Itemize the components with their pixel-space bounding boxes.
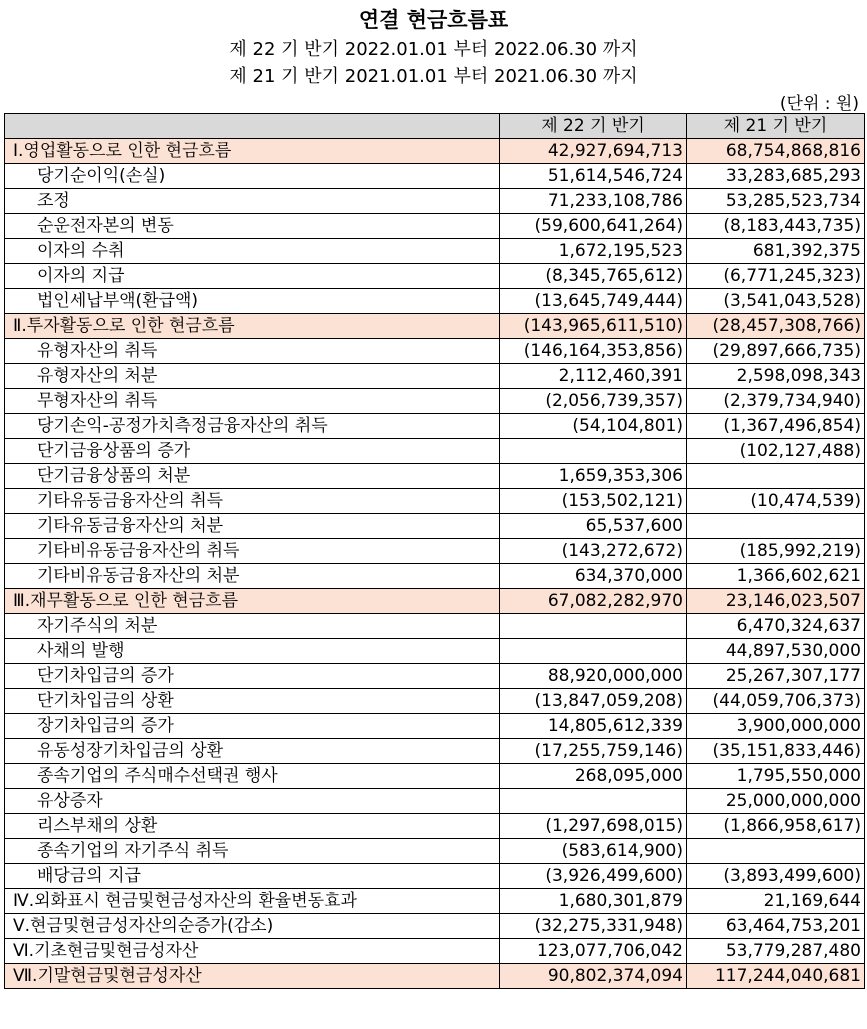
current-period-amount: (2,056,739,357) bbox=[500, 389, 687, 414]
account-name: 단기금융상품의 처분 bbox=[5, 464, 500, 489]
account-name: 종속기업의 자기주식 취득 bbox=[5, 839, 500, 864]
current-period-amount: 634,370,000 bbox=[500, 564, 687, 589]
account-name: 법인세납부액(환급액) bbox=[5, 289, 500, 314]
account-name: 배당금의 지급 bbox=[5, 864, 500, 889]
table-row bbox=[5, 289, 865, 314]
table-row bbox=[5, 764, 865, 789]
prior-period-amount: 44,897,530,000 bbox=[687, 639, 865, 664]
table-row bbox=[5, 839, 865, 864]
table-row bbox=[5, 389, 865, 414]
prior-period-amount: (185,992,219) bbox=[687, 539, 865, 564]
prior-period-amount: 23,146,023,507 bbox=[687, 589, 865, 614]
current-period-amount: (146,164,353,856) bbox=[500, 339, 687, 364]
account-name: 기타비유동금융자산의 처분 bbox=[5, 564, 500, 589]
table-row bbox=[5, 364, 865, 389]
current-period-amount: 90,802,374,094 bbox=[500, 964, 687, 989]
table-row bbox=[5, 914, 865, 939]
section-row bbox=[5, 964, 865, 989]
current-period-amount: (32,275,331,948) bbox=[500, 914, 687, 939]
table-row bbox=[5, 939, 865, 964]
account-name: 기타유동금융자산의 취득 bbox=[5, 489, 500, 514]
current-period-amount: (54,104,801) bbox=[500, 414, 687, 439]
prior-period-amount: 1,795,550,000 bbox=[687, 764, 865, 789]
account-name: 조정 bbox=[5, 189, 500, 214]
section-row bbox=[5, 589, 865, 614]
table-row bbox=[5, 214, 865, 239]
current-period-amount: (143,965,611,510) bbox=[500, 314, 687, 339]
prior-period-amount: 681,392,375 bbox=[687, 239, 865, 264]
prior-period-amount: (102,127,488) bbox=[687, 439, 865, 464]
current-period-amount bbox=[500, 789, 687, 814]
current-period-amount: (3,926,499,600) bbox=[500, 864, 687, 889]
current-period-amount: 123,077,706,042 bbox=[500, 939, 687, 964]
account-name: 종속기업의 주식매수선택권 행사 bbox=[5, 764, 500, 789]
section-row bbox=[5, 314, 865, 339]
current-period-amount: (13,847,059,208) bbox=[500, 689, 687, 714]
account-name: 장기차입금의 증가 bbox=[5, 714, 500, 739]
account-name: Ⅱ.투자활동으로 인한 현금흐름 bbox=[5, 314, 500, 339]
current-period-amount: (143,272,672) bbox=[500, 539, 687, 564]
prior-period-amount: 25,267,307,177 bbox=[687, 664, 865, 689]
current-period-amount: (17,255,759,146) bbox=[500, 739, 687, 764]
cash-flow-table bbox=[4, 113, 865, 989]
current-period-amount: (583,614,900) bbox=[500, 839, 687, 864]
prior-period-amount bbox=[687, 839, 865, 864]
current-period-amount: 1,680,301,879 bbox=[500, 889, 687, 914]
current-period-amount bbox=[500, 614, 687, 639]
current-period: 제 22 기 반기 2022.01.01 부터 2022.06.30 까지 bbox=[229, 39, 638, 60]
table-row bbox=[5, 564, 865, 589]
current-period-amount: 14,805,612,339 bbox=[500, 714, 687, 739]
table-row bbox=[5, 514, 865, 539]
prior-period-amount: 53,779,287,480 bbox=[687, 939, 865, 964]
header-account bbox=[5, 114, 500, 139]
table-header-row bbox=[5, 114, 865, 139]
current-period-amount: 67,082,282,970 bbox=[500, 589, 687, 614]
current-period-amount: 51,614,546,724 bbox=[500, 164, 687, 189]
prior-period-amount: (8,183,443,735) bbox=[687, 214, 865, 239]
current-period-amount: 71,233,108,786 bbox=[500, 189, 687, 214]
table-row bbox=[5, 864, 865, 889]
account-name: Ⅲ.재무활동으로 인한 현금흐름 bbox=[5, 589, 500, 614]
account-name: 이자의 수취 bbox=[5, 239, 500, 264]
prior-period-amount: (2,379,734,940) bbox=[687, 389, 865, 414]
prior-period-amount: 21,169,644 bbox=[687, 889, 865, 914]
table-row bbox=[5, 164, 865, 189]
table-row bbox=[5, 889, 865, 914]
account-name: 자기주식의 처분 bbox=[5, 614, 500, 639]
section-row bbox=[5, 139, 865, 164]
account-name: Ⅴ.현금및현금성자산의순증가(감소) bbox=[5, 914, 500, 939]
table-row bbox=[5, 339, 865, 364]
header-prior-period: 제 21 기 반기 bbox=[687, 114, 865, 139]
prior-period-amount: (3,893,499,600) bbox=[687, 864, 865, 889]
current-period-amount: (153,502,121) bbox=[500, 489, 687, 514]
account-name: Ⅳ.외화표시 현금및현금성자산의 환율변동효과 bbox=[5, 889, 500, 914]
current-period-amount: (59,600,641,264) bbox=[500, 214, 687, 239]
table-row bbox=[5, 714, 865, 739]
prior-period-amount: 117,244,040,681 bbox=[687, 964, 865, 989]
prior-period-amount: (44,059,706,373) bbox=[687, 689, 865, 714]
current-period-amount: 65,537,600 bbox=[500, 514, 687, 539]
current-period-amount: 268,095,000 bbox=[500, 764, 687, 789]
prior-period-amount: (6,771,245,323) bbox=[687, 264, 865, 289]
prior-period-amount: (1,367,496,854) bbox=[687, 414, 865, 439]
prior-period-amount bbox=[687, 514, 865, 539]
prior-period: 제 21 기 반기 2021.01.01 부터 2021.06.30 까지 bbox=[229, 66, 638, 87]
current-period-amount: 1,659,353,306 bbox=[500, 464, 687, 489]
prior-period-amount: 53,285,523,734 bbox=[687, 189, 865, 214]
table-row bbox=[5, 814, 865, 839]
current-period-amount: 1,672,195,523 bbox=[500, 239, 687, 264]
prior-period-amount: 33,283,685,293 bbox=[687, 164, 865, 189]
table-row bbox=[5, 614, 865, 639]
account-name: 유상증자 bbox=[5, 789, 500, 814]
prior-period-amount: (3,541,043,528) bbox=[687, 289, 865, 314]
table-row bbox=[5, 264, 865, 289]
account-name: 단기차입금의 상환 bbox=[5, 689, 500, 714]
table-row bbox=[5, 239, 865, 264]
current-period-amount bbox=[500, 439, 687, 464]
table-row bbox=[5, 689, 865, 714]
table-row bbox=[5, 464, 865, 489]
prior-period-amount: (1,866,958,617) bbox=[687, 814, 865, 839]
account-name: 유형자산의 처분 bbox=[5, 364, 500, 389]
prior-period-amount: (29,897,666,735) bbox=[687, 339, 865, 364]
table-row bbox=[5, 489, 865, 514]
table-row bbox=[5, 739, 865, 764]
account-name: 무형자산의 취득 bbox=[5, 389, 500, 414]
account-name: Ⅰ.영업활동으로 인한 현금흐름 bbox=[5, 139, 500, 164]
account-name: 단기금융상품의 증가 bbox=[5, 439, 500, 464]
current-period-amount: (8,345,765,612) bbox=[500, 264, 687, 289]
prior-period-amount: 63,464,753,201 bbox=[687, 914, 865, 939]
account-name: 단기차입금의 증가 bbox=[5, 664, 500, 689]
prior-period-amount: 25,000,000,000 bbox=[687, 789, 865, 814]
prior-period-amount: (35,151,833,446) bbox=[687, 739, 865, 764]
table-row bbox=[5, 189, 865, 214]
table-body bbox=[5, 139, 865, 989]
current-period-amount: (13,645,749,444) bbox=[500, 289, 687, 314]
account-name: 순운전자본의 변동 bbox=[5, 214, 500, 239]
account-name: 유형자산의 취득 bbox=[5, 339, 500, 364]
prior-period-amount: 1,366,602,621 bbox=[687, 564, 865, 589]
prior-period-amount: 6,470,324,637 bbox=[687, 614, 865, 639]
prior-period-amount: (10,474,539) bbox=[687, 489, 865, 514]
current-period-amount: 42,927,694,713 bbox=[500, 139, 687, 164]
prior-period-amount: (28,457,308,766) bbox=[687, 314, 865, 339]
account-name: 사채의 발행 bbox=[5, 639, 500, 664]
account-name: 당기손익-공정가치측정금융자산의 취득 bbox=[5, 414, 500, 439]
account-name: Ⅵ.기초현금및현금성자산 bbox=[5, 939, 500, 964]
table-row bbox=[5, 639, 865, 664]
prior-period-amount: 2,598,098,343 bbox=[687, 364, 865, 389]
account-name: Ⅶ.기말현금및현금성자산 bbox=[5, 964, 500, 989]
prior-period-amount bbox=[687, 464, 865, 489]
header-current-period: 제 22 기 반기 bbox=[500, 114, 687, 139]
account-name: 유동성장기차입금의 상환 bbox=[5, 739, 500, 764]
account-name: 이자의 지급 bbox=[5, 264, 500, 289]
current-period-amount: (1,297,698,015) bbox=[500, 814, 687, 839]
account-name: 기타비유동금융자산의 취득 bbox=[5, 539, 500, 564]
statement-title: 연결 현금흐름표 bbox=[358, 7, 509, 32]
account-name: 리스부채의 상환 bbox=[5, 814, 500, 839]
account-name: 당기순이익(손실) bbox=[5, 164, 500, 189]
table-row bbox=[5, 414, 865, 439]
table-row bbox=[5, 439, 865, 464]
unit-label: (단위 : 원) bbox=[779, 94, 859, 114]
current-period-amount: 2,112,460,391 bbox=[500, 364, 687, 389]
prior-period-amount: 3,900,000,000 bbox=[687, 714, 865, 739]
current-period-amount bbox=[500, 639, 687, 664]
prior-period-amount: 68,754,868,816 bbox=[687, 139, 865, 164]
table-row bbox=[5, 539, 865, 564]
account-name: 기타유동금융자산의 처분 bbox=[5, 514, 500, 539]
current-period-amount: 88,920,000,000 bbox=[500, 664, 687, 689]
table-row bbox=[5, 664, 865, 689]
table-row bbox=[5, 789, 865, 814]
